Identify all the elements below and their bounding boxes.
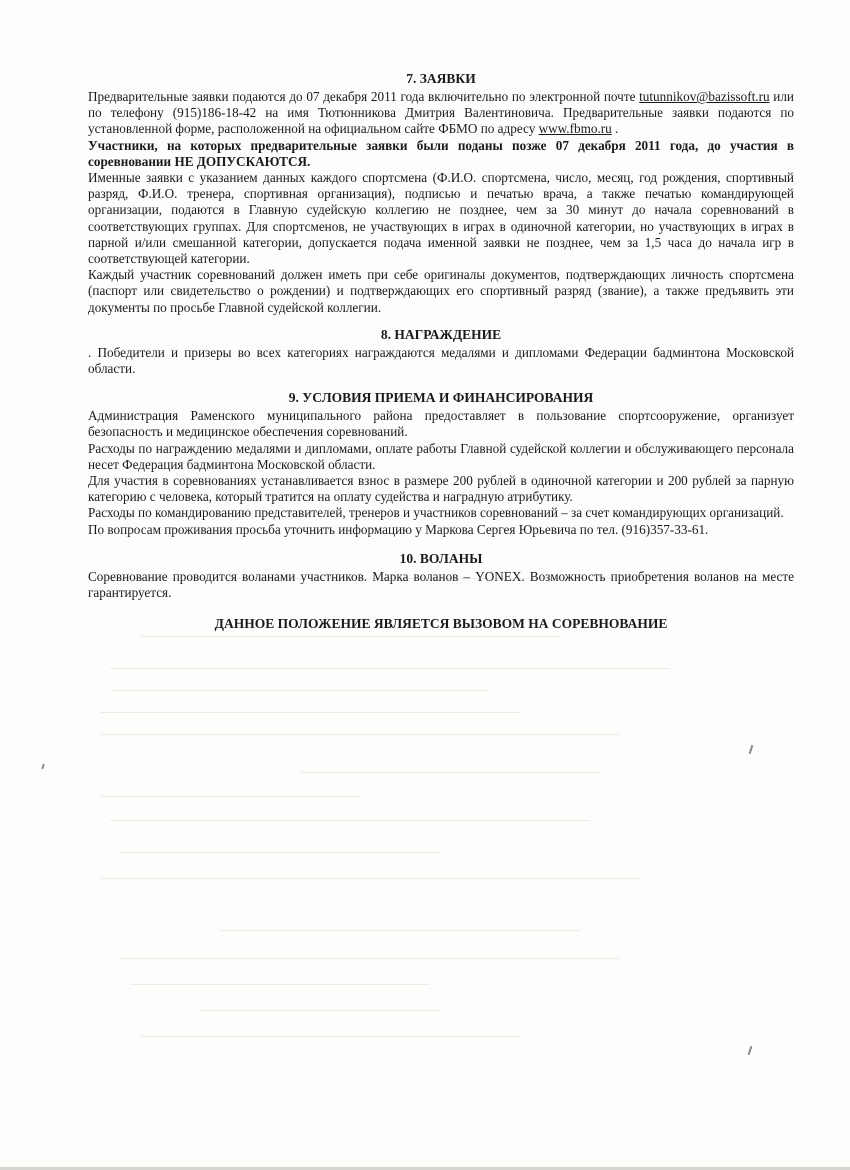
paragraph: Для участия в соревнованиях устанавливается взнос в размере 200 рублей в одиночной категории и 200 рублей за парную категорию с человека, который тратится на оплату судейства и наградную атрибутику. bbox=[88, 473, 794, 505]
scan-speck bbox=[749, 745, 754, 754]
section-title-applications: 7. ЗАЯВКИ bbox=[406, 71, 476, 86]
section-title-conditions: 9. УСЛОВИЯ ПРИЕМА И ФИНАНСИРОВАНИЯ bbox=[288, 390, 594, 406]
paragraph: . Победители и призеры во всех категориях награждаются медалями и дипломами Федерации бадминтона Московской области. bbox=[88, 344, 794, 377]
scan-bleed-line bbox=[140, 1036, 520, 1037]
paragraph: Именные заявки с указанием данных каждого спортсмена (Ф.И.О. спортсмена, число, месяц, год рождения, спортивный разряд, Ф.И.О. тренера, спортивная организация), подписью и печатью врача, а также печатью командирующей организации, подаются в Главную судейскую коллегию не позднее, чем за 30 минут до начала соревнований в соответствующих группах. Для спортсменов, не участвующих в играх в одиночной категории, но участвующих в играх в парной и/или смешанной категории, допускается подача именной заявки не позднее, чем за 1,5 часа до начала игр в соответствующей категории. bbox=[88, 170, 794, 267]
paragraph-bold-warning bbox=[88, 138, 794, 170]
scan-bleed-line bbox=[300, 772, 600, 773]
scan-bleed-line bbox=[140, 636, 560, 637]
scan-bleed-line bbox=[110, 820, 590, 821]
text: или по телефону (915)186-18-42 на имя Тютюнникова Дмитрия Валентиновича. Предварительные заявки подаются по установленной форме, расположенной на официальном сайте ФБМО по адресу bbox=[88, 89, 794, 137]
section-title-awards: 8. НАГРАЖДЕНИЕ bbox=[380, 326, 502, 342]
scan-bleed-line bbox=[110, 690, 490, 691]
text-emphasis: НЕ ДОПУСКАЮТСЯ. bbox=[174, 153, 311, 169]
text: Участники, на которых предварительные заявки были поданы позже 07 декабря 2011 года, до участия в соревновании bbox=[88, 137, 794, 169]
scan-bleed-line bbox=[110, 668, 670, 669]
text: Предварительные заявки подаются до 07 декабря 2011 года включительно по электронной почте bbox=[88, 89, 640, 104]
email-link[interactable]: tutunnikov@bazissoft.ru bbox=[639, 89, 770, 104]
paragraph: Расходы по командированию представителей, тренеров и участников соревнований – за счет командирующих организаций. bbox=[88, 505, 784, 521]
scan-bleed-line bbox=[220, 930, 580, 931]
website-link[interactable]: www.fbmo.ru bbox=[538, 121, 612, 137]
scan-bleed-line bbox=[100, 712, 520, 713]
scan-bleed-line bbox=[100, 796, 360, 797]
document-content bbox=[88, 70, 794, 632]
scan-speck bbox=[748, 1046, 753, 1055]
section-title-shuttlecocks: 10. ВОЛАНЫ bbox=[399, 550, 483, 566]
scan-bleed-line bbox=[120, 852, 440, 853]
scan-bleed-line bbox=[100, 734, 620, 735]
paragraph: Соревнование проводится воланами участников. Марка воланов – YONEX. Возможность приобретения воланов на месте гарантируется. bbox=[88, 568, 794, 601]
paragraph: Администрация Раменского муниципального района предоставляет в пользование спортсооружение, организует безопасность и медицинское обеспечения соревнований. bbox=[88, 408, 794, 440]
paragraph: Расходы по награждению медалями и дипломами, оплате работы Главной судейской коллегии и обслуживающего персонала несет Федерация бадминтона Московской области. bbox=[88, 440, 794, 472]
scan-bleed-line bbox=[130, 984, 430, 985]
paragraph: По вопросам проживания просьба уточнить информацию у Маркова Сергея Юрьевича по тел. (916)357-33-61. bbox=[88, 521, 709, 537]
text: . bbox=[611, 121, 619, 137]
paragraph bbox=[88, 89, 794, 138]
paragraph: Каждый участник соревнований должен иметь при себе оригиналы документов, подтверждающих личность спортсмена (паспорт или свидетельство о рождении) и подтверждающих его спортивный разряд (звание), а также предъявить эти документы по просьбе Главной судейской коллегии. bbox=[88, 267, 794, 315]
scan-speck bbox=[41, 764, 44, 769]
scan-bleed-line bbox=[120, 958, 620, 959]
scan-bleed-line bbox=[100, 878, 640, 879]
closing-statement: ДАННОЕ ПОЛОЖЕНИЕ ЯВЛЯЕТСЯ ВЫЗОВОМ НА СОРЕВНОВАНИЕ bbox=[214, 616, 668, 632]
scan-bleed-line bbox=[200, 1010, 440, 1011]
